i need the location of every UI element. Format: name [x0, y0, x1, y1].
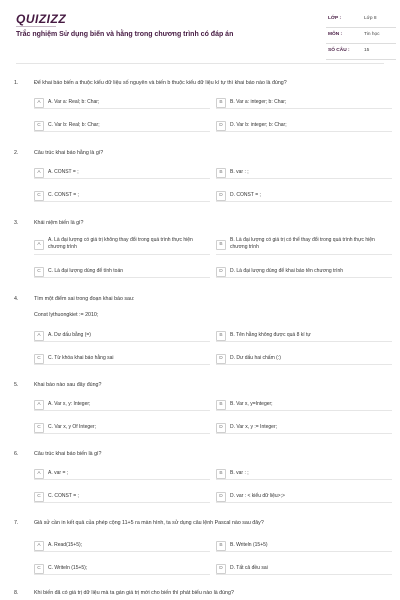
option-text: A. Là đại lượng có giá trị không thay đổi trong quá trình thực hiện chương trình: [48, 237, 193, 250]
question-number: 2.: [14, 150, 19, 156]
meta-label: LỚP :: [328, 16, 342, 21]
option-letter: A: [34, 98, 44, 108]
option-letter: A: [34, 469, 44, 479]
option-b[interactable]: [216, 235, 392, 255]
option-text: D. Var b: integer; b: Char;: [230, 122, 287, 128]
question-code: Const lythuongkiet := 2010;: [34, 312, 99, 318]
option-d[interactable]: [216, 353, 392, 365]
option-text: C. Từ khóa khai báo hằng sai: [48, 355, 114, 361]
option-text: C. Writeln (15+5);: [48, 565, 88, 571]
option-letter: B: [216, 469, 226, 479]
option-letter: C: [34, 564, 44, 574]
option-text: A. var = ;: [48, 470, 69, 476]
question-text: Giả sử cần in kết quả của phép cộng 11+5 ra màn hình, ta sử dụng câu lệnh Pascal nào sau đây?: [34, 520, 264, 526]
option-b[interactable]: [216, 468, 392, 480]
option-b[interactable]: [216, 540, 392, 552]
option-b[interactable]: [216, 97, 392, 109]
meta-row-count: [326, 47, 396, 60]
question-number: 7.: [14, 520, 19, 526]
option-c[interactable]: [34, 353, 210, 365]
option-letter: A: [34, 541, 44, 551]
option-text: A. CONST = ;: [48, 169, 79, 175]
option-c[interactable]: [34, 491, 210, 503]
option-letter: D: [216, 492, 226, 502]
option-text: B. var : ;: [230, 169, 249, 175]
question-number: 6.: [14, 451, 19, 457]
meta-label: MÔN :: [328, 32, 343, 37]
option-letter: A: [34, 331, 44, 341]
question-text: Tìm một điểm sai trong đoạn khai báo sau:: [34, 296, 135, 302]
option-text: D. Là đại lượng dùng để khai báo tên chương trình: [230, 268, 344, 274]
option-letter: D: [216, 564, 226, 574]
option-letter: B: [216, 98, 226, 108]
option-letter: D: [216, 423, 226, 433]
option-letter: B: [216, 240, 226, 250]
quizizz-logo: QUIZIZZ: [16, 12, 67, 26]
option-d[interactable]: [216, 120, 392, 132]
option-text: D. Var x, y := Integer;: [230, 424, 278, 430]
question-text: Khai báo nào sau đây đúng?: [34, 382, 102, 388]
option-letter: B: [216, 541, 226, 551]
option-c[interactable]: [34, 422, 210, 434]
option-text: C. Var x, y Of Integer;: [48, 424, 96, 430]
option-d[interactable]: [216, 422, 392, 434]
option-b[interactable]: [216, 399, 392, 411]
question-number: 1.: [14, 80, 19, 86]
question-text: Khi biến đã có giá trị dữ liệu mà ta gán giá trị mới cho biến thì phát biểu nào là đúng?: [34, 590, 234, 596]
option-a[interactable]: [34, 235, 210, 255]
question-text: Để khai báo biến a thuộc kiểu dữ liệu số nguyên và biến b thuộc kiểu dữ liệu kí tự thì khai báo nào là đúng?: [34, 80, 287, 86]
meta-row-class: [326, 15, 396, 28]
option-text: A. Dư dấu bằng (=): [48, 332, 91, 338]
option-c[interactable]: [34, 120, 210, 132]
option-text: D. Dư dấu hai chấm (:): [230, 355, 281, 361]
option-text: C. Var b: Real; b: Char;: [48, 122, 100, 128]
option-text: D. CONST = ;: [230, 192, 261, 198]
option-letter: C: [34, 354, 44, 364]
worksheet-title: Trắc nghiệm Sử dụng biến và hằng trong chương trình có đáp án: [16, 31, 234, 38]
option-letter: B: [216, 331, 226, 341]
option-letter: D: [216, 191, 226, 201]
option-letter: D: [216, 267, 226, 277]
header-divider: [16, 63, 384, 64]
question-number: 5.: [14, 382, 19, 388]
meta-label: SỐ CÂU :: [328, 48, 350, 53]
worksheet-meta: [326, 15, 396, 63]
option-text: B. Var a: integer; b: Char;: [230, 99, 287, 105]
option-letter: C: [34, 121, 44, 131]
option-d[interactable]: [216, 190, 392, 202]
option-b[interactable]: [216, 330, 392, 342]
option-d[interactable]: [216, 491, 392, 503]
option-text: C. CONST = ;: [48, 493, 79, 499]
option-letter: C: [34, 423, 44, 433]
option-text: A. Var a: Real; b: Char;: [48, 99, 100, 105]
question-text: Khái niệm biến là gì?: [34, 220, 84, 226]
option-a[interactable]: [34, 540, 210, 552]
question-number: 8.: [14, 590, 19, 596]
option-text: C. CONST = ;: [48, 192, 79, 198]
worksheet-header: [0, 0, 400, 64]
option-letter: A: [34, 400, 44, 410]
option-letter: C: [34, 492, 44, 502]
meta-value: Lớp 8: [364, 16, 377, 21]
question-number: 4.: [14, 296, 19, 302]
option-text: D. var : < kiểu dữ liệu>;>: [230, 493, 285, 499]
option-c[interactable]: [34, 266, 210, 278]
option-text: D. Tất cả đều sai: [230, 565, 268, 571]
option-letter: C: [34, 267, 44, 277]
meta-row-subject: [326, 31, 396, 44]
question-number: 3.: [14, 220, 19, 226]
option-letter: A: [34, 240, 44, 250]
option-d[interactable]: [216, 266, 392, 278]
question-text: Câu trúc khai báo biến là gì?: [34, 451, 102, 457]
option-letter: A: [34, 168, 44, 178]
option-text: C. Là đại lượng dùng để tính toán: [48, 268, 124, 274]
option-text: A. Var x, y: Integer;: [48, 401, 91, 407]
option-a[interactable]: [34, 330, 210, 342]
option-text: B. var : ;: [230, 470, 249, 476]
option-letter: B: [216, 400, 226, 410]
option-text: B. Var x, y=Integer;: [230, 401, 273, 407]
option-letter: D: [216, 121, 226, 131]
option-letter: B: [216, 168, 226, 178]
option-letter: C: [34, 191, 44, 201]
meta-value: Tin học: [364, 32, 380, 37]
logo-underline: [16, 26, 56, 27]
option-text: A. Read(15+5);: [48, 542, 83, 548]
option-b[interactable]: [216, 167, 392, 179]
option-text: B. Tên hằng không được quá 8 kí tự: [230, 332, 311, 338]
option-letter: D: [216, 354, 226, 364]
question-text: Câu trúc khai báo hằng là gì?: [34, 150, 104, 156]
option-text: B. Writeln (15+5): [230, 542, 268, 548]
option-a[interactable]: [34, 399, 210, 411]
option-text: B. Là đại lượng có giá trị có thể thay đổi trong quá trình thực hiện chương trình: [230, 237, 375, 250]
option-d[interactable]: [216, 563, 392, 575]
option-c[interactable]: [34, 563, 210, 575]
option-c[interactable]: [34, 190, 210, 202]
option-a[interactable]: [34, 97, 210, 109]
option-a[interactable]: [34, 167, 210, 179]
meta-value: 15: [364, 48, 370, 53]
option-a[interactable]: [34, 468, 210, 480]
